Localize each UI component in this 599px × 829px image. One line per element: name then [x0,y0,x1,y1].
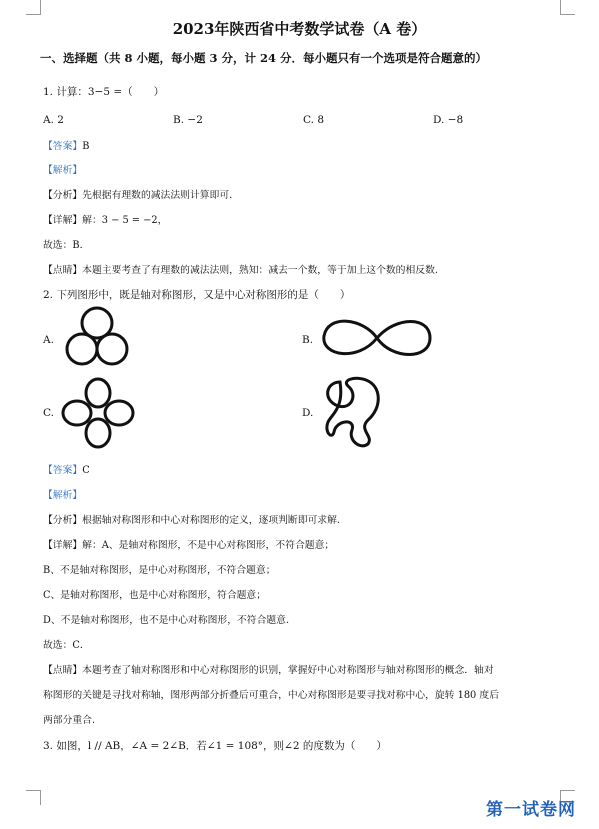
q2-d-line: D、不是轴对称图形，也不是中心对称图形，不符合题意. [43,615,290,626]
q1-answer [43,138,89,152]
q2-analysis-tag: 【解析】 [43,490,83,501]
q2-c-line: C、是轴对称图形，也是中心对称图形，符合题意； [43,590,267,601]
q2-stem: 2. 下列图形中，既是轴对称图形，又是中心对称图形的是（ ） [43,289,351,301]
q2-fenxi: 【分析】根据轴对称图形和中心对称图形的定义，逐项判断即可求解. [43,515,341,526]
q2-b-line: B、不是轴对称图形，是中心对称图形，不符合题意； [43,565,276,576]
q1-conclusion: 故选：B． [43,240,90,251]
q1-fenxi: 【分析】先根据有理数的减法法则计算即可. [43,190,233,201]
corner-mark-top-left [26,0,41,15]
q1-option-b: B. −2 [173,114,203,126]
q3-stem: 3. 如图，l // AB，∠A = 2∠B．若∠1 = 108°，则∠2 的度数为（ ） [43,740,387,752]
q2-answer: 【答案】C [43,465,90,476]
q1-answer-text: 【答案】B [43,141,90,152]
figure-c-four-leaf [60,376,136,450]
watermark-logo: 第一试卷网 [486,800,576,820]
q2-dianjing-3: 两部分重合. [43,715,96,726]
q1-dianjing: 【点睛】本题主要考查了有理数的减法法则，熟知：减去一个数，等于加上这个数的相反数. [43,265,438,276]
page-title: 2023年陕西省中考数学试卷（A 卷） [172,20,427,38]
q2-dianjing-2: 称图形的关键是寻找对称轴，图形两部分折叠后可重合，中心对称图形是要寻找对称中心，旋转 180 度后 [43,690,499,701]
q2-label-c: C. [43,407,54,419]
q1-xiangjie: 【详解】解：3 − 5 = −2， [43,215,168,226]
q1-analysis-tag: 【解析】 [43,165,83,176]
q2-label-b: B. [302,334,314,346]
corner-mark-top-right [560,0,575,15]
corner-mark-bottom-left [26,790,41,805]
q1-stem: 1. 计算：3−5 =（ ） [43,86,165,98]
q2-conclusion: 故选：C． [43,640,90,651]
q1-option-a: A. 2 [43,114,64,126]
figure-d-loop [318,374,390,450]
figure-b-infinity [318,312,436,364]
q2-xiangjie: 【详解】解：A、是轴对称图形，不是中心对称图形，不符合题意； [43,540,335,551]
q2-label-d: D. [302,407,314,419]
q2-dianjing-1: 【点睛】本题考查了轴对称图形和中心对称图形的识别，掌握好中心对称图形与轴对称图形的概念．轴对 [43,665,494,676]
q1-option-c: C. 8 [303,114,325,126]
q1-option-d: D. −8 [433,114,464,126]
section-header: 一、选择题（共 8 小题，每小题 3 分，计 24 分．每小题只有一个选项是符合题意的） [40,51,488,65]
q2-label-a: A. [43,334,54,346]
figure-a-trefoil [58,303,136,371]
